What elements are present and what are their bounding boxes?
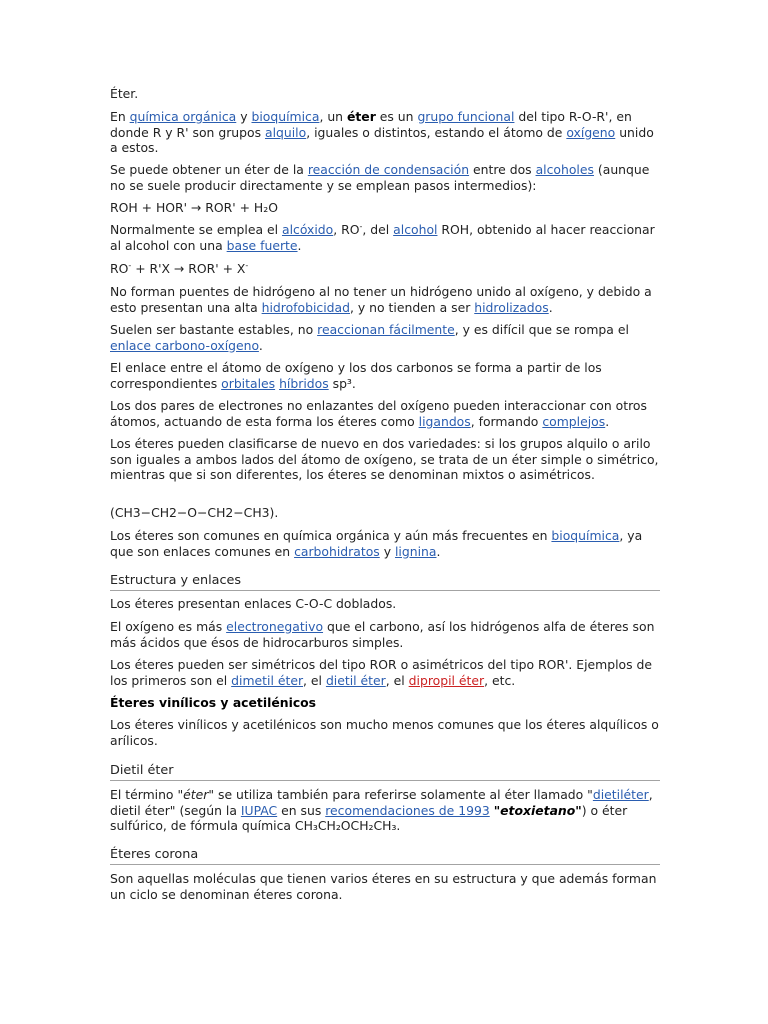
link-alcohol[interactable]: alcohol [393, 222, 438, 237]
link-dietileter[interactable]: dietiléter [592, 787, 649, 802]
link-alcoholes[interactable]: alcoholes [535, 162, 594, 177]
link-ligandos[interactable]: ligandos [418, 413, 471, 429]
paragraph-orbitales: El enlace entre el átomo de oxígeno y los dos carbonos se forma a partir de los correspondientes orbitales híbridos sp³. [110, 360, 602, 391]
equation-condensation: ROH + HOR' → ROR' + H₂O [110, 200, 278, 215]
link-dimetil-eter[interactable]: dimetil éter [231, 672, 304, 688]
paragraph-hidrogeno: No forman puentes de hidrógeno al no tener un hidrógeno unido al oxígeno, y debido a esto presentan una alta hidrofobicidad, y no tienden a ser hidrolizados. [110, 284, 652, 315]
link-reaccion-condensacion[interactable]: reacción de condensación [307, 162, 470, 177]
link-enlace-carbono-oxigeno[interactable]: enlace carbono-oxígeno [110, 337, 259, 353]
link-recomendaciones-1993[interactable]: recomendaciones de 1993 [325, 802, 490, 818]
link-lignina[interactable]: lignina [394, 543, 437, 559]
paragraph-estables: Suelen ser bastante estables, no reaccionan fácilmente, y es difícil que se rompa el enlace carbono-oxígeno. [110, 322, 629, 353]
link-iupac[interactable]: IUPAC [240, 802, 278, 818]
link-dipropil-eter[interactable]: dipropil éter [408, 672, 485, 688]
paragraph-obtencion: Se puede obtener un éter de la reacción de condensación entre dos alcoholes (aunque no se suele producir directamente y se emplean pasos intermedios): [110, 162, 650, 193]
paragraph-comunes: Los éteres son comunes en química orgánica y aún más frecuentes en bioquímica, ya que son enlaces comunes en carbohidratos y lignina. [110, 528, 643, 559]
link-carbohidratos[interactable]: carbohidratos [294, 543, 380, 559]
paragraph-ligandos: Los dos pares de electrones no enlazantes del oxígeno pueden interaccionar con otros átomos, actuando de esta forma los éteres como ligandos, formando complejos. [110, 398, 647, 429]
paragraph-intro: En química orgánica y bioquímica, un éter es un grupo funcional del tipo R-O-R', en donde R y R' son grupos alquilo, iguales o distintos, estando el átomo de oxígeno unido a estos. [110, 109, 654, 155]
link-hibridos[interactable]: híbridos [279, 375, 329, 391]
link-alquilo[interactable]: alquilo [264, 124, 307, 140]
paragraph-formula: (CH3−CH2−O−CH2−CH3). [110, 505, 279, 520]
paragraph-clasificacion: Los éteres pueden clasificarse de nuevo en dos variedades: si los grupos alquilo o arilo son iguales a ambos lados del átomo de oxígeno, se trata de un éter simple o simétrico, mientras que si son diferentes, los éteres se denominan mixtos o asimétricos. [110, 436, 659, 482]
equation-williamson: RO- + R'X → ROR' + X- [110, 260, 249, 276]
paragraph-vinilicos: Los éteres vinílicos y acetilénicos son mucho menos comunes que los éteres alquílicos o arílicos. [110, 717, 659, 748]
paragraph-enlaces-coc: Los éteres presentan enlaces C-O-C doblados. [110, 596, 397, 611]
paragraph-dietil: El término "éter" se utiliza también para referirse solamente al éter llamado "dietiléter, dietil éter" (según la IUPAC en sus recomendaciones de 1993 "etoxietano") o éter sulfúrico, de fórmula química CH₃CH₂OCH₂CH₃. [110, 787, 653, 833]
page-title: Éter. [110, 86, 139, 101]
heading-estructura: Estructura y enlaces [110, 573, 660, 591]
paragraph-alcoxido: Normalmente se emplea el alcóxido, RO-, del alcohol ROH, obtenido al hacer reaccionar al alcohol con una base fuerte. [110, 221, 655, 253]
link-hidrolizados[interactable]: hidrolizados [474, 299, 549, 315]
link-orbitales[interactable]: orbitales [221, 375, 276, 391]
link-electronegativo[interactable]: electronegativo [226, 619, 324, 634]
link-reaccionan-facilmente[interactable]: reaccionan fácilmente [317, 322, 455, 337]
link-bioquimica[interactable]: bioquímica [251, 109, 320, 124]
link-dietil-eter[interactable]: dietil éter [325, 672, 386, 688]
paragraph-corona: Son aquellas moléculas que tienen varios éteres en su estructura y que además forman un ciclo se denominan éteres corona. [110, 871, 657, 902]
link-grupo-funcional[interactable]: grupo funcional [417, 109, 515, 124]
paragraph-simetricos: Los éteres pueden ser simétricos del tipo ROR o asimétricos del tipo ROR'. Ejemplos de los primeros son el dimetil éter, el dietil éter, el dipropil éter, etc. [110, 657, 653, 688]
link-quimica-organica[interactable]: química orgánica [129, 109, 237, 124]
link-alcoxido[interactable]: alcóxido [281, 222, 334, 237]
link-base-fuerte[interactable]: base fuerte [226, 237, 298, 253]
heading-dietil: Dietil éter [110, 763, 660, 781]
heading-corona: Éteres corona [110, 847, 660, 865]
link-bioquimica-2[interactable]: bioquímica [551, 528, 620, 543]
paragraph-electronegativo: El oxígeno es más electronegativo que el carbono, así los hidrógenos alfa de éteres son más ácidos que ésos de hidrocarburos simples. [110, 619, 655, 650]
link-complejos[interactable]: complejos [542, 413, 606, 429]
link-hidrofobicidad[interactable]: hidrofobicidad [261, 299, 351, 315]
heading-vinilicos: Éteres vinílicos y acetilénicos [110, 695, 317, 710]
link-oxigeno[interactable]: oxígeno [566, 124, 616, 140]
